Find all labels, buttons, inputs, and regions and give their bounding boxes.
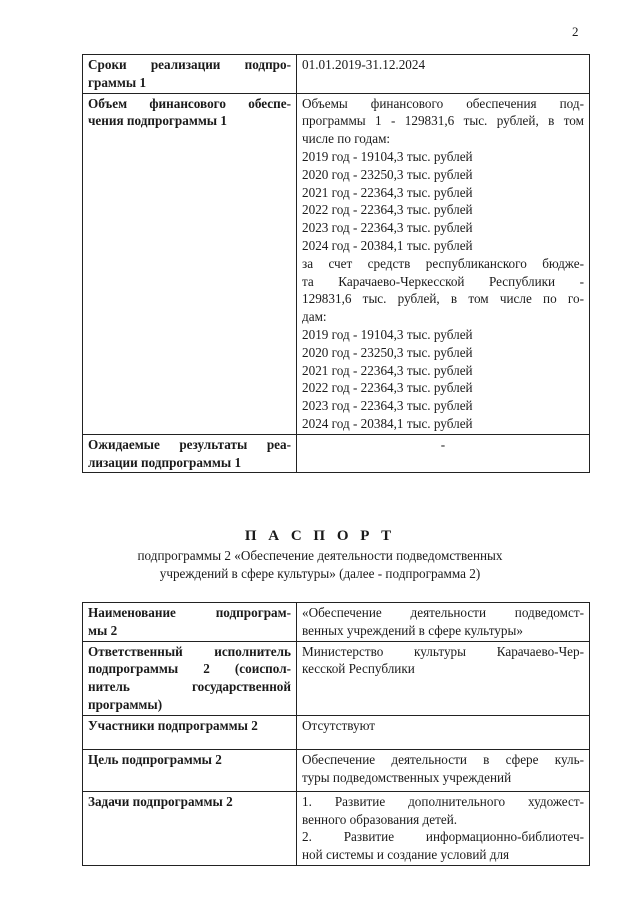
row-label [83,749,297,791]
row-value-line: 2022 год - 22364,3 тыс. рублей [302,380,473,396]
row-value [297,641,590,715]
subprogram-1-body [83,55,590,473]
row-label-line: Ответственный исполнитель [88,643,291,659]
row-label-line: лизации подпрограммы 1 [88,454,242,470]
table-row [83,55,590,94]
row-value-line: числе по годам: [302,131,391,147]
row-label [83,641,297,715]
row-value-line: 2023 год - 22364,3 тыс. рублей [302,220,473,236]
row-label-line: программы) [88,696,163,712]
passport-subtitle-line: подпрограммы 2 «Обеспечение деятельности подведомственных [137,548,503,563]
row-value [297,434,590,473]
row-value-line: программы 1 - 129831,6 тыс. рублей, в том [302,113,584,129]
row-label [83,715,297,749]
row-value-line: ной системы и создание условий для [302,847,510,863]
row-label-line: Задачи подпрограммы 2 [88,793,233,809]
row-value-line: 2020 год - 23250,3 тыс. рублей [302,166,473,182]
row-label [83,55,297,94]
table-row [83,93,590,434]
row-label [83,93,297,434]
table-row [83,749,590,791]
row-value-line: 2019 год - 19104,3 тыс. рублей [302,148,473,164]
row-label-line: Ожидаемые результаты реа- [88,436,291,452]
row-value-line: венного образования детей. [302,811,458,827]
subprogram-2-passport-table [82,602,590,866]
row-label-line: Цель подпрограммы 2 [88,751,222,767]
row-label-line: нитель государственной [88,679,291,695]
table-row [83,641,590,715]
row-value-line: дам: [302,309,327,325]
row-value [297,603,590,642]
row-value-line: туры подведомственных учреждений [302,769,512,785]
row-value-line: Министерство культуры Карачаево-Чер- [302,643,584,659]
row-label-line: Участники подпрограммы 2 [88,717,258,733]
row-label-line: Наименование подпрограм- [88,605,291,620]
row-value-line: Объемы финансового обеспечения под- [302,95,584,111]
row-label [83,791,297,865]
row-value-line: кесской Республики [302,661,415,677]
table-row [83,603,590,642]
row-value-line: - [440,436,446,452]
row-value-line: 2021 год - 22364,3 тыс. рублей [302,184,473,200]
row-value [297,93,590,434]
row-value-line: та Карачаево-Черкесской Республики - [302,273,584,289]
row-label [83,603,297,642]
page-number: 2 [572,24,579,39]
row-value [297,749,590,791]
row-value-line: Обеспечение деятельности в сфере куль- [302,751,584,767]
row-value-line: 2024 год - 20384,1 тыс. рублей [302,415,473,431]
row-label-line: чения подпрограммы 1 [88,113,227,129]
row-value-line: Отсутствуют [302,717,376,733]
row-value-line: «Обеспечение деятельности подведомст- [302,605,584,620]
row-value-line: 01.01.2019-31.12.2024 [302,57,426,72]
row-value-line: 129831,6 тыс. рублей, в том числе по го- [302,291,584,307]
row-value-line: 2021 год - 22364,3 тыс. рублей [302,362,473,378]
row-value-line: 2022 год - 22364,3 тыс. рублей [302,202,473,218]
table-row [83,715,590,749]
row-value [297,791,590,865]
row-label-line: Сроки реализации подпро- [88,57,291,72]
passport-title: П А С П О Р Т [244,528,396,544]
row-value-line: 2019 год - 19104,3 тыс. рублей [302,326,473,342]
row-value-line: 2023 год - 22364,3 тыс. рублей [302,398,473,414]
row-value-line: 2024 год - 20384,1 тыс. рублей [302,237,473,253]
row-value-line: за счет средств республиканского бюдже- [302,255,584,271]
row-value-line: 2020 год - 23250,3 тыс. рублей [302,344,473,360]
row-label-line: подпрограммы 2 (соиспол- [88,661,291,677]
row-value-line: 2. Развитие информационно-библиотеч- [302,829,584,845]
passport-subtitle [90,547,550,583]
passport-subtitle-line: учреждений в сфере культуры» (далее - подпрограмма 2) [159,565,481,581]
row-value [297,715,590,749]
subprogram-2-body [83,603,590,866]
row-label-line: граммы 1 [88,74,147,90]
row-label-line: Объем финансового обеспе- [88,95,291,111]
row-label-line: мы 2 [88,622,118,638]
subprogram-1-table [82,54,590,473]
row-value-line: венных учреждений в сфере культуры» [302,622,523,638]
row-label [83,434,297,473]
table-row [83,791,590,865]
row-value-line: 1. Развитие дополнительного художест- [302,793,584,809]
table-row [83,434,590,473]
row-value [297,55,590,94]
